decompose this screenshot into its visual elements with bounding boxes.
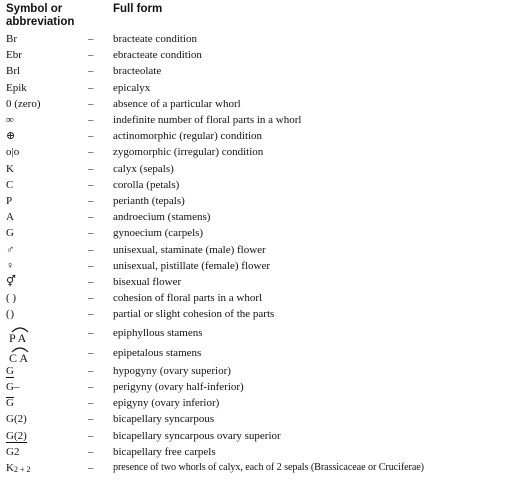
full-form-cell: unisexual, staminate (male) flower	[113, 243, 266, 256]
table-row	[0, 31, 510, 47]
table-row	[0, 395, 510, 411]
full-form-cell: zygomorphic (irregular) condition	[113, 146, 264, 159]
full-form-cell: epipetalous stamens	[113, 346, 202, 359]
table-row	[0, 96, 510, 112]
table-row	[0, 144, 510, 160]
symbol-cell	[6, 460, 86, 478]
dash: –	[88, 259, 94, 272]
full-form-cell: bisexual flower	[113, 276, 182, 288]
dash: –	[88, 81, 94, 94]
full-form-column-header: Full form	[113, 3, 163, 15]
full-form-cell: actinomorphic (regular) condition	[113, 130, 263, 143]
full-form-cell: perigyny (ovary half-inferior)	[113, 381, 244, 393]
full-form-cell: hypogyny (ovary superior)	[113, 364, 231, 377]
full-form-cell: gynoecium (carpels)	[113, 227, 204, 240]
table-row	[0, 209, 510, 225]
superior-syncarpous-symbol: G(2)	[6, 429, 27, 442]
table-row	[0, 460, 510, 476]
dash: –	[88, 243, 94, 256]
full-form-cell: epigyny (ovary inferior)	[113, 397, 220, 410]
dash: –	[88, 130, 94, 143]
table-row	[0, 80, 510, 96]
full-form-cell: bicapellary free carpels	[113, 445, 216, 458]
table-row	[0, 225, 510, 241]
dash: –	[88, 114, 94, 126]
full-form-cell: corolla (petals)	[113, 178, 180, 191]
full-form-cell: absence of a particular whorl	[113, 97, 241, 110]
female-icon: ♀	[6, 259, 15, 272]
perigyny-symbol: G–	[6, 381, 20, 393]
epipetalous-symbol-text: C A	[9, 350, 29, 365]
full-form-cell: bracteate condition	[113, 33, 197, 45]
dash: –	[88, 292, 94, 305]
dash: –	[88, 211, 94, 224]
dash: –	[88, 308, 94, 321]
symbol-subscript: 2 + 2	[13, 465, 31, 474]
full-form-cell: cohesion of floral parts in a whorl	[113, 292, 263, 305]
adnation-arc-icon	[6, 343, 42, 365]
full-form-cell: epicalyx	[113, 81, 151, 94]
symbol-cell: P	[6, 195, 13, 207]
zygomorphic-icon: o|o	[6, 146, 20, 159]
table-row	[0, 290, 510, 306]
dash: –	[88, 146, 94, 159]
full-form-cell: unisexual, pistillate (female) flower	[113, 259, 270, 272]
table-row	[0, 112, 510, 128]
full-form-cell: androecium (stamens)	[113, 211, 211, 224]
actinomorphic-icon: ⊕	[6, 130, 16, 143]
cohesion-brackets: ( )	[6, 292, 17, 305]
full-form-cell: bicapellary syncarpous ovary superior	[113, 429, 281, 442]
dash: –	[88, 364, 94, 377]
full-form-cell: bicapellary syncarpous	[113, 413, 215, 426]
dash: –	[88, 178, 94, 191]
dash: –	[88, 162, 94, 175]
table-row	[0, 193, 510, 209]
symbol-cell: G	[6, 227, 14, 240]
bisexual-icon: ⚥	[6, 276, 16, 288]
table-row	[0, 343, 510, 363]
full-form-cell: bracteolate	[113, 65, 162, 78]
dash: –	[88, 346, 94, 359]
dash: –	[88, 65, 94, 78]
symbol-cell: G2	[6, 445, 20, 458]
table-row	[0, 428, 510, 444]
dash: –	[88, 33, 94, 45]
full-form-cell: indefinite number of floral parts in a whorl	[113, 114, 302, 126]
dash: –	[88, 227, 94, 240]
dash: –	[88, 381, 94, 393]
dash: –	[88, 276, 94, 288]
dash: –	[88, 462, 94, 474]
table-row	[0, 379, 510, 395]
symbol-cell: Brl	[6, 65, 21, 78]
symbol-column-header: Symbol or abbreviation	[6, 3, 75, 28]
table-row	[0, 128, 510, 144]
symbol-cell: A	[6, 211, 14, 224]
symbol-cell: 0 (zero)	[6, 97, 41, 110]
dash: –	[88, 413, 94, 426]
table-row	[0, 363, 510, 379]
dash: –	[88, 97, 94, 110]
symbol-cell: C	[6, 178, 14, 191]
full-form-cell: epiphyllous stamens	[113, 326, 203, 339]
epiphyllous-symbol-text: P A	[9, 330, 27, 345]
dash: –	[88, 397, 94, 410]
symbol-cell: Br	[6, 33, 17, 45]
epiphyllous-symbol	[6, 323, 86, 345]
symbol-cell: G(2)	[6, 413, 27, 426]
table-row	[0, 323, 510, 343]
symbol-base: K	[6, 462, 14, 474]
symbol-cell: Ebr	[6, 49, 22, 62]
dash: –	[88, 195, 94, 207]
table-row	[0, 63, 510, 79]
table-row	[0, 177, 510, 193]
table-row	[0, 306, 510, 322]
dash: –	[88, 429, 94, 442]
full-form-cell: calyx (sepals)	[113, 162, 174, 175]
epipetalous-symbol	[6, 343, 86, 365]
table-row	[0, 258, 510, 274]
symbol-cell: Epik	[6, 81, 27, 94]
full-form-cell: partial or slight cohesion of the parts	[113, 308, 275, 321]
table-header	[0, 3, 510, 29]
table-row	[0, 274, 510, 290]
dash: –	[88, 49, 94, 62]
full-form-cell: perianth (tepals)	[113, 195, 185, 207]
dash: –	[88, 445, 94, 458]
table-row	[0, 242, 510, 258]
full-form-cell: ebracteate condition	[113, 49, 202, 62]
infinity-icon: ∞	[6, 114, 14, 126]
epigyny-symbol: G	[6, 397, 14, 410]
dash: –	[88, 326, 94, 339]
table-row	[0, 47, 510, 63]
adnation-arc-icon	[6, 323, 42, 345]
full-form-cell: presence of two whorls of calyx, each of 2 sepals (Brassicaceae or Cruciferae)	[113, 462, 424, 473]
table-row	[0, 161, 510, 177]
table-row	[0, 444, 510, 460]
symbol-cell: K	[6, 162, 14, 175]
male-icon: ♂	[6, 243, 15, 256]
hypogyny-symbol: G	[6, 364, 14, 377]
table-row	[0, 411, 510, 427]
partial-cohesion-brackets: ( )	[6, 308, 14, 321]
